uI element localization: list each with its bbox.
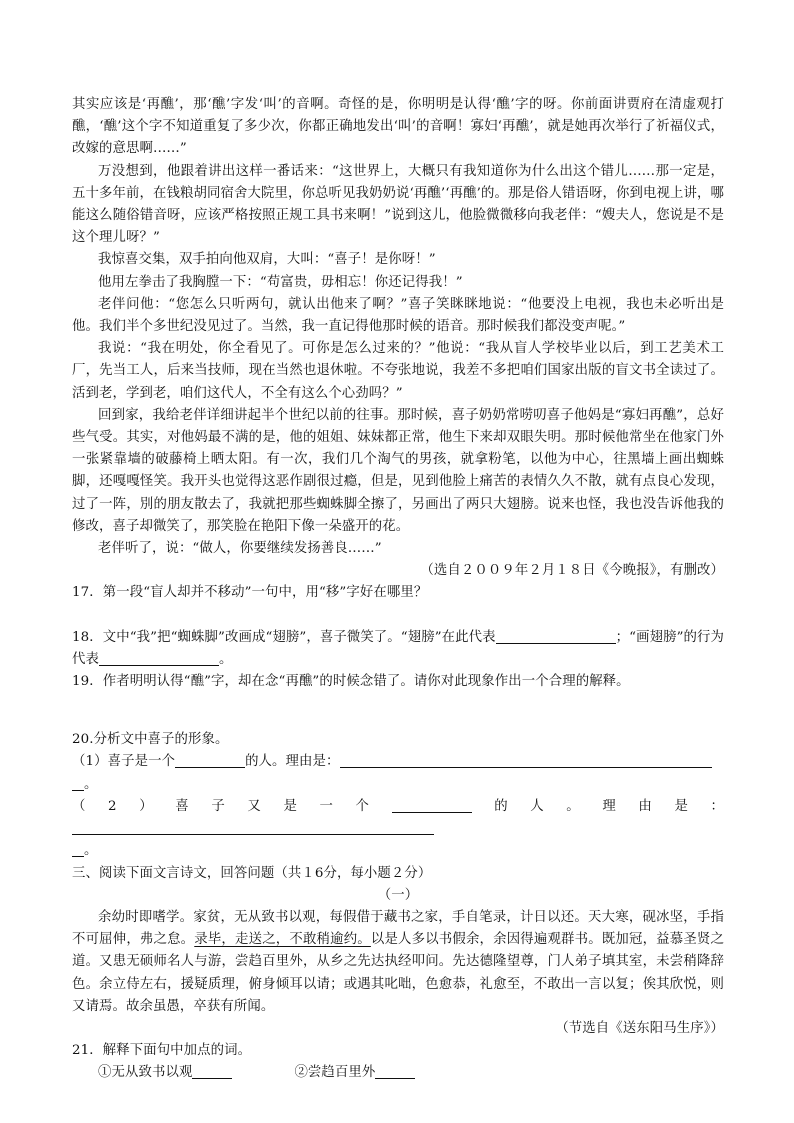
- passage-paragraph-6: 我说：“我在明处，你全看见了。可你是怎么过来的？”他说：“我从盲人学校毕业以后，到工艺美术工厂，先当工人，后来当技师，现在当然也退休啦。不夸张地说，我差不多把咱们国家出版的盲文书全读过了。活到老，学到老，咱们这代人，不全有这么个心劲吗？”: [72, 341, 724, 401]
- passage-paragraph-1: 其实应该是‘再醮’，那‘醮’字发‘叫’的音啊。奇怪的是，你明明是认得‘醮’字的呀。你前面讲贾府在清虚观打醮，‘醮’这个字不知道重复了多少次，你都正确地发出‘叫’的音啊！寡妇‘再醮’，就是她再次举行了祈福仪式，改嫁的意思啊……”: [72, 97, 724, 157]
- question-21-item-2: ②尝趋百里外: [294, 1065, 376, 1081]
- passage-source: （选自２００９年２月１８日《今晚报》，有删改）: [420, 563, 724, 579]
- question-20: 20.分析文中喜子的形象。: [72, 732, 229, 748]
- passage-paragraph-2: 万没想到，他跟着讲出这样一番话来：“这世界上，大概只有我知道你为什么出这个错儿……那一定是，五十多年前，在钱粮胡同宿舍大院里，你总听见我奶奶说‘再醮’‘再醮’的。那是俗人错语呀，你到电视上讲，哪能这么随俗错音呀，应该严格按照正规工具书来啊！”说到这儿，他脸微微移向我老伴：“嫂夫人，您说是不是这个理儿呀？”: [72, 163, 724, 246]
- passage-paragraph-7: 回到家，我给老伴详细讲起半个世纪以前的往事。那时候，喜子奶奶常唠叨喜子他妈是“寡妇再醮”，总好些气受。其实，对他妈最不满的是，他的姐姐、妹妹都正常，他生下来却双眼失明。那时候他常坐在他家门外一张紧靠墙的破藤椅上晒太阳。有一次，我们几个淘气的男孩，就拿粉笔，以他为中心，往黑墙上画出蜘蛛脚，还嘎嘎怪笑。我开头也觉得这恶作剧很过瘾，但是，见到他脸上痛苦的表情久久不散，就有点良心发现，过了一阵，別的朋友散去了，我就把那些蜘蛛脚全擦了，另画出了两只大翅膀。说来也怪，我也没告诉他我的修改，喜子却微笑了，那笑脸在艳阳下像一朵盛开的花。: [72, 407, 724, 534]
- classical-source: （节选自《送东阳马生序》）: [555, 1020, 724, 1036]
- question-20-2: [72, 796, 724, 863]
- passage-paragraph-3: 我惊喜交集，双手拍向他双肩，大叫：“喜子！是你呀！”: [98, 252, 436, 268]
- question-20-1-text-a: （1）喜子是一个: [72, 754, 176, 770]
- answer-space-17: [72, 605, 724, 627]
- question-18-text-a: 18．文中“我”把“蜘蛛脚”改画成“翅膀”，喜子微笑了。“翅膀”在此代表: [72, 629, 496, 645]
- question-21-items: [72, 1062, 724, 1084]
- question-21: 21．解释下面句中加点的词。: [72, 1043, 252, 1059]
- question-20-1: [72, 751, 724, 795]
- answer-blank-20-2-reason[interactable]: [72, 819, 434, 835]
- answer-blank-20-2-reason-cont[interactable]: [72, 841, 84, 857]
- question-19: 19．作者明明认得“醮”字，却在念“再醮”的时候念错了。请你对此现象作出一个合理的解释。: [72, 674, 630, 690]
- answer-blank-21-1[interactable]: [192, 1063, 232, 1079]
- question-20-1-end: 。: [84, 776, 98, 792]
- section-3-subtitle: （一）: [377, 887, 419, 903]
- question-18: [72, 627, 724, 671]
- answer-blank-18b[interactable]: [99, 650, 219, 666]
- question-20-2-text-b: 的人。理由是：: [471, 798, 725, 814]
- answer-space-19: [72, 693, 724, 729]
- question-18-text-b: ；“画翅膀”的行为代表: [72, 629, 724, 667]
- answer-blank-21-2[interactable]: [375, 1063, 415, 1079]
- classical-text-a: 余幼时即嗜学。家贫，无从致书以观，每假借于藏书之家，手自笔录，计日以还。天大寒，砚冰坚，手指不可屈伸，弗之怠。: [72, 909, 724, 948]
- question-21-item-1: ①无从致书以观: [98, 1065, 193, 1081]
- classical-underlined-sentence: 录毕，走送之，不敢稍逾约。: [194, 932, 371, 948]
- answer-blank-20-1-reason-cont[interactable]: [72, 775, 84, 791]
- classical-text-b: 以是人多以书假余，余因得遍观群书。既加冠，益慕圣贤之道。又患无硕师名人与游，尝趋百里外，从乡之先达执经叩问。先达德隆望尊，门人弟子填其室，未尝稍降辞色。余立侍左右，援疑质理，俯身倾耳以请；或遇其叱咄，色愈恭，礼愈至，不敢出一言以复；俟其欣悦，则又请焉。故余虽愚，卒获有所闻。: [72, 932, 724, 1014]
- passage-paragraph-5: 老伴问他：“您怎么只听两句，就认出他来了啊？”喜子笑眯眯地说：“他要没上电视，我也未必听出是他。我们半个多世纪没见过了。当然，我一直记得他那时候的语音。那时候我们都没变声呢。”: [72, 296, 724, 335]
- question-20-2-end: 。: [84, 843, 98, 859]
- answer-blank-20-1-trait[interactable]: [175, 752, 245, 768]
- question-20-2-text-a: （2）喜子又是一个: [72, 798, 392, 814]
- passage-paragraph-8: 老伴听了，说：“做人，你要继续发扬善良……”: [98, 541, 382, 557]
- answer-blank-20-2-trait[interactable]: [392, 797, 472, 813]
- answer-blank-20-1-reason[interactable]: [340, 752, 712, 768]
- exam-page: [72, 94, 724, 1085]
- classical-passage: [72, 907, 724, 1018]
- question-20-1-text-b: 的人。理由是：: [245, 754, 340, 770]
- section-3-title: 三、阅读下面文言诗文，回答问题（共１6分，每小题２分）: [72, 865, 432, 881]
- answer-blank-18a[interactable]: [496, 628, 616, 644]
- question-17: 17．第一段“盲人却并不移动”一句中，用“移”字好在哪里？: [72, 585, 428, 601]
- passage-paragraph-4: 他用左拳击了我胸膛一下：“苟富贵，毋相忘！你还记得我！”: [98, 274, 463, 290]
- question-18-end: 。: [218, 651, 233, 667]
